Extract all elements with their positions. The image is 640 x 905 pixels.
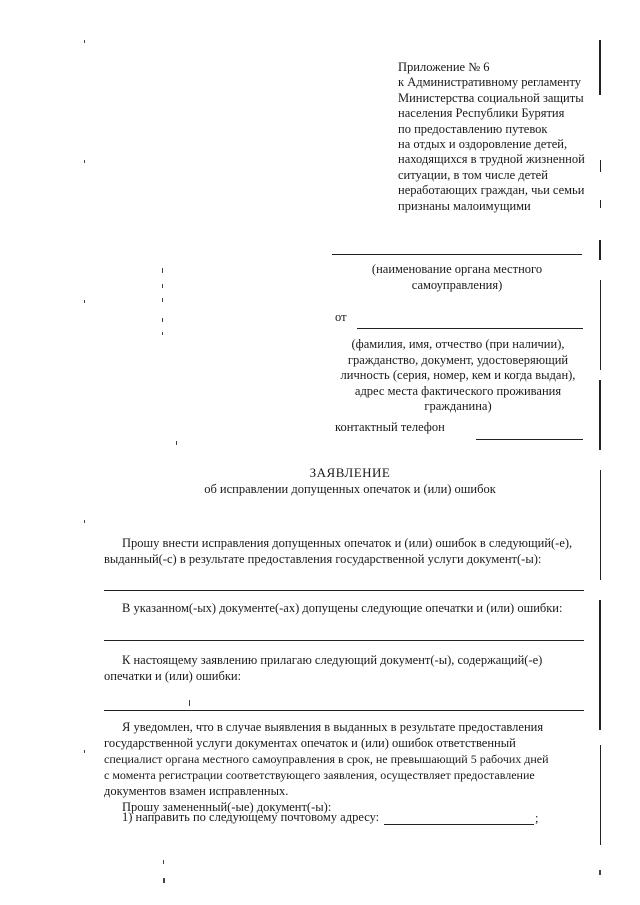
scan-speck	[162, 332, 163, 335]
mail-address-end: ;	[535, 811, 539, 825]
replace-line: Прошу замененный(-ые) документ(-ы):	[122, 800, 332, 814]
document-title: ЗАЯВЛЕНИЕ	[309, 465, 391, 480]
scan-speck	[84, 520, 85, 523]
scan-edge-mark	[599, 600, 601, 730]
recipient-name-field[interactable]	[332, 254, 582, 255]
recipient-caption-line: самоуправления)	[411, 277, 503, 292]
from-label: от	[335, 310, 347, 324]
scan-speck	[84, 160, 85, 163]
attach-line: К настоящему заявлению прилагаю следующий документ(-ы), содержащий(-е)	[122, 653, 543, 667]
errors-description-field[interactable]	[104, 640, 584, 641]
appendix-line: Министерства социальной защиты	[398, 90, 584, 105]
notice-line: с момента регистрации соответствующего заявления, осуществляет предоставление	[104, 768, 535, 782]
appendix-line: ситуации, в том числе детей	[398, 167, 548, 182]
scan-speck	[176, 441, 177, 445]
document-subtitle: об исправлении допущенных опечаток и (или) ошибок	[204, 482, 496, 496]
scan-speck	[162, 298, 163, 302]
phone-field[interactable]	[476, 439, 583, 440]
phone-label: контактный телефон	[335, 420, 445, 434]
recipient-caption-line: (наименование органа местного	[371, 262, 543, 276]
errors-line: В указанном(-ых) документе(-ах) допущены следующие опечатки и (или) ошибки:	[122, 601, 563, 615]
notice-line: Я уведомлен, что в случае выявления в выданных в результате предоставления	[122, 720, 544, 734]
scan-speck	[599, 870, 601, 875]
sender-caption-line: гражданина)	[424, 399, 492, 413]
scan-edge-mark	[600, 200, 601, 208]
notice-line: государственной услуги документах опечаток и (или) ошибок ответственный	[104, 736, 516, 750]
scan-speck	[163, 860, 164, 864]
sender-caption-line: (фамилия, имя, отчество (при наличии),	[351, 337, 565, 351]
sender-caption-line: адрес места фактического проживания	[354, 383, 562, 398]
scan-speck	[84, 40, 85, 43]
request-line: Прошу внести исправления допущенных опечаток и (или) ошибок в следующий(-е),	[122, 536, 573, 550]
scan-edge-mark	[600, 745, 601, 845]
mail-address-label: 1) направить по следующему почтовому адресу:	[122, 810, 380, 824]
sender-caption	[322, 337, 594, 415]
scan-edge-mark	[600, 280, 601, 370]
appendix-line: находящихся в трудной жизненной	[398, 152, 585, 167]
appendix-line: неработающих граждан, чьи семьи	[398, 183, 585, 198]
scan-speck	[162, 284, 163, 288]
appendix-line: признаны малоимущими	[398, 198, 531, 213]
attach-line: опечатки и (или) ошибки:	[104, 669, 242, 683]
scan-edge-mark	[600, 160, 601, 172]
notice-line: специалист органа местного самоуправления в срок, не превышающий 5 рабочих дней	[104, 752, 549, 766]
appendix-line: Приложение № 6	[398, 60, 490, 74]
attachments-field[interactable]	[104, 710, 584, 711]
scan-speck	[84, 750, 85, 753]
request-line: выданный(-с) в результате предоставления государственной услуги документ(-ы):	[104, 552, 542, 566]
errors-paragraph	[104, 600, 582, 616]
sender-name-field[interactable]	[357, 328, 583, 329]
scan-speck	[162, 268, 163, 273]
appendix-line: на отдых и оздоровление детей,	[398, 137, 568, 152]
notice-paragraph	[104, 719, 582, 815]
appendix-header	[398, 60, 608, 214]
scan-edge-mark	[600, 470, 601, 580]
attachments-paragraph	[104, 652, 582, 684]
recipient-caption	[332, 262, 582, 293]
mail-address-field[interactable]	[384, 824, 534, 825]
scan-speck	[163, 878, 165, 883]
scan-speck	[84, 300, 85, 303]
request-paragraph	[104, 535, 582, 567]
scan-edge-mark	[599, 380, 601, 450]
scan-speck	[189, 700, 190, 706]
document-list-field[interactable]	[104, 590, 584, 591]
appendix-line: населения Республики Бурятия	[398, 106, 565, 121]
appendix-line: по предоставлению путевок	[398, 121, 548, 136]
appendix-line: к Административному регламенту	[398, 75, 582, 90]
scan-speck	[162, 318, 163, 322]
sender-caption-line: личность (серия, номер, кем и когда выдан),	[340, 368, 576, 382]
scan-edge-mark	[599, 240, 601, 260]
notice-line: документов взамен исправленных.	[104, 784, 289, 798]
sender-caption-line: гражданство, документ, удостоверяющий	[347, 352, 569, 367]
scan-edge-mark	[599, 40, 601, 95]
